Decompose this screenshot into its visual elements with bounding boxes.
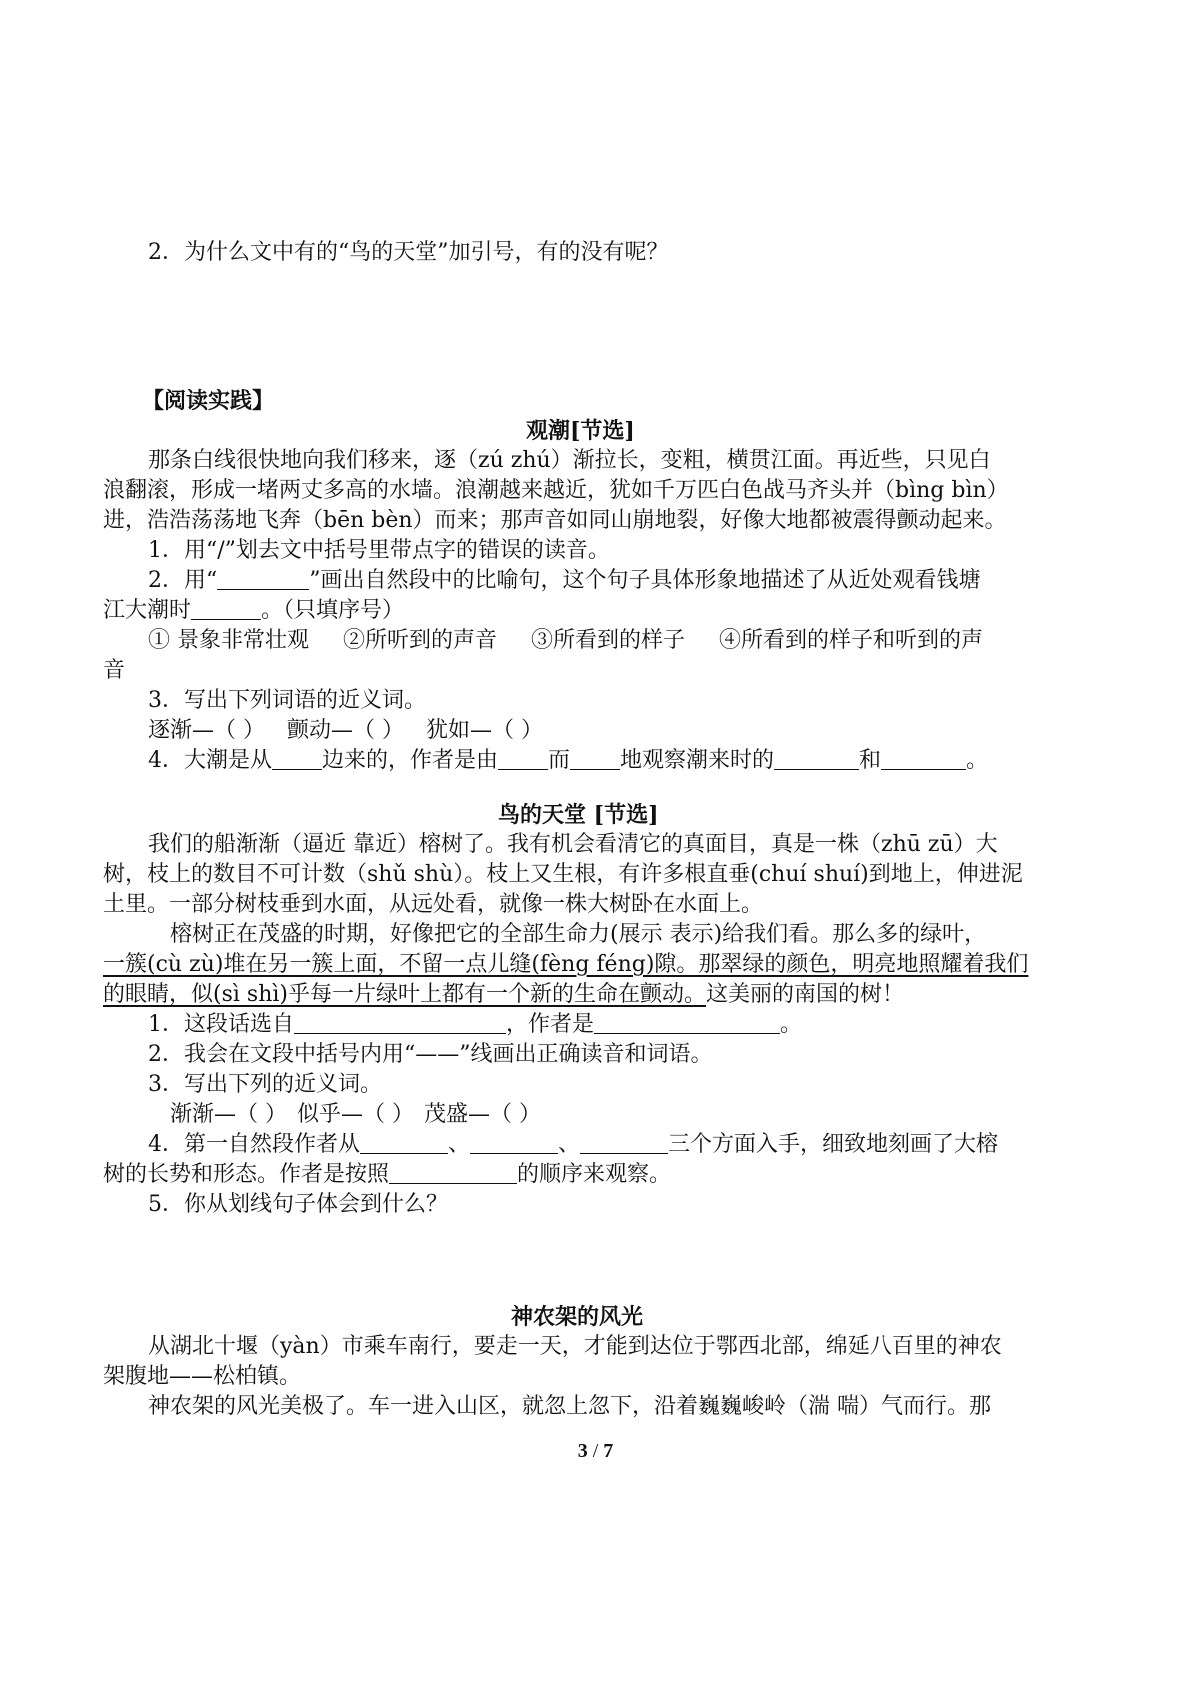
synonym-item: 渐渐—（ ）	[170, 1102, 287, 1127]
answer-blank[interactable]	[594, 1011, 780, 1034]
passage1-options	[0, 626, 1191, 656]
q4-text: 树的长势和形态。作者是按照	[103, 1162, 390, 1187]
q4-text: 、	[448, 1132, 471, 1157]
synonym-item: 茂盛—（ ）	[424, 1102, 541, 1127]
q1-text: ，作者是	[506, 1012, 595, 1037]
passage1-q2	[0, 566, 1191, 596]
answer-blank[interactable]	[389, 1161, 517, 1184]
page-number	[0, 1436, 1191, 1466]
option-1: ① 景象非常壮观	[148, 628, 309, 653]
passage1-q4	[0, 746, 1191, 776]
passage1-q3-words	[0, 716, 1191, 746]
answer-blank[interactable]	[570, 747, 620, 770]
passage2-line1: 我们的船渐渐（逼近 靠近）榕树了。我有机会看清它的真面目，真是一株（zhū zū）大	[148, 832, 998, 857]
answer-blank[interactable]	[580, 1131, 668, 1154]
underlined-sentence: 的眼睛，似(sì shì)乎每一片绿叶上都有一个新的生命在颤动。	[103, 982, 706, 1007]
synonym-item: 似乎—（ ）	[297, 1102, 414, 1127]
passage2-line3: 土里。一部分树枝垂到水面，从远处看，就像一株大树卧在水面上。	[103, 892, 764, 917]
passage2-q3-words	[0, 1100, 1191, 1130]
passage1-line2: 浪翻滚，形成一堵两丈多高的水墙。浪潮越来越近，犹如千万匹白色战马齐头并（bìng bìn）	[103, 478, 1009, 503]
q4-text: 地观察潮来时的	[620, 748, 775, 773]
passage1-q3: 3．写出下列词语的近义词。	[148, 688, 426, 713]
passage2-q5: 5．你从划线句子体会到什么？	[148, 1192, 448, 1217]
q4-text: 而	[548, 748, 571, 773]
page-current: 3	[577, 1440, 588, 1462]
q4-text: 边来的，作者是由	[322, 748, 499, 773]
q4-text: 。	[966, 748, 989, 773]
passage2-line6-tail: 这美丽的南国的树！	[705, 982, 904, 1007]
passage1-q2-line2	[0, 596, 1191, 626]
answer-blank[interactable]	[294, 1011, 506, 1034]
passage1-q2-text-d: 。（只填序号）	[261, 598, 405, 623]
page-separator: /	[587, 1440, 604, 1462]
section-heading: 【阅读实践】	[142, 388, 275, 414]
passage2-line2: 树，枝上的数目不可计数（shǔ shù）。枝上又生根，有许多根直垂(chuí shuí)到地上，伸进泥	[103, 862, 1023, 887]
q1-text: 1．这段话选自	[148, 1012, 294, 1037]
passage2-title: 鸟的天堂 [节选]	[498, 802, 659, 828]
question-2-top: 2．为什么文中有的“鸟的天堂”加引号，有的没有呢？	[148, 240, 669, 265]
q4-text: 的顺序来观察。	[517, 1162, 672, 1187]
synonym-item: 颤动—（ ）	[287, 718, 404, 743]
passage2-line6	[0, 980, 1191, 1010]
answer-blank[interactable]	[774, 747, 859, 770]
answer-blank[interactable]	[360, 1131, 448, 1154]
answer-blank[interactable]	[191, 597, 261, 620]
passage2-q3: 3．写出下列的近义词。	[148, 1072, 382, 1097]
passage2-line5	[0, 950, 1191, 980]
page-total: 7	[603, 1440, 614, 1462]
synonym-item: 犹如—（ ）	[426, 718, 543, 743]
passage3-title: 神农架的风光	[511, 1304, 644, 1330]
passage2-line4: 榕树正在茂盛的时期，好像把它的全部生命力(展示 表示)给我们看。那么多的绿叶，	[170, 922, 987, 947]
passage1-line3: 进，浩浩荡荡地飞奔（bēn bèn）而来；那声音如同山崩地裂，好像大地都被震得颤动起来。	[103, 508, 1007, 533]
q4-text: 三个方面入手，细致地刻画了大榕	[668, 1132, 999, 1157]
passage2-q4-line2	[0, 1160, 1191, 1190]
passage1-q2-text-c: 江大潮时	[103, 598, 192, 623]
answer-blank[interactable]	[470, 1131, 558, 1154]
passage3-line3: 神农架的风光美极了。车一进入山区，就忽上忽下，沿着巍巍峻岭（湍 喘）气而行。那	[148, 1394, 991, 1419]
passage1-line1: 那条白线很快地向我们移来，逐（zú zhú）渐拉长，变粗，横贯江面。再近些，只见白	[148, 448, 991, 473]
q4-text: 、	[558, 1132, 581, 1157]
q4-text: 和	[859, 748, 882, 773]
q4-text: 4．大潮是从	[148, 748, 272, 773]
passage1-q1: 1．用“/”划去文中括号里带点字的错误的读音。	[148, 538, 610, 563]
passage1-q2-text-a: 2．用“	[148, 568, 218, 593]
passage2-q1	[0, 1010, 1191, 1040]
passage2-q4	[0, 1130, 1191, 1160]
answer-blank[interactable]	[272, 747, 322, 770]
answer-blank[interactable]	[498, 747, 548, 770]
underlined-sentence: 一簇(cù zù)堆在另一簇上面，不留一点儿缝(fèng féng)隙。那翠绿的颜色，明亮地照耀着我们	[103, 952, 1029, 977]
passage2-q2: 2．我会在文段中括号内用“——”线画出正确读音和词语。	[148, 1042, 713, 1067]
synonym-item: 逐渐—（ ）	[148, 718, 265, 743]
passage1-options-wrap: 音	[103, 658, 126, 683]
answer-blank[interactable]	[881, 747, 966, 770]
q1-text: 。	[780, 1012, 803, 1037]
passage3-line1: 从湖北十堰（yàn）市乘车南行，要走一天，才能到达位于鄂西北部，绵延八百里的神农	[148, 1334, 1002, 1359]
option-4: ④所看到的样子和听到的声	[719, 628, 984, 653]
option-3: ③所看到的样子	[531, 628, 686, 653]
answer-blank[interactable]	[217, 567, 309, 590]
q4-text: 4．第一自然段作者从	[148, 1132, 360, 1157]
passage3-line2: 架腹地——松柏镇。	[103, 1364, 302, 1389]
passage1-q2-text-b: ”画出自然段中的比喻句，这个句子具体形象地描述了从近处观看钱塘	[309, 568, 981, 593]
passage1-title: 观潮[节选]	[526, 418, 635, 444]
option-2: ②所听到的声音	[343, 628, 498, 653]
